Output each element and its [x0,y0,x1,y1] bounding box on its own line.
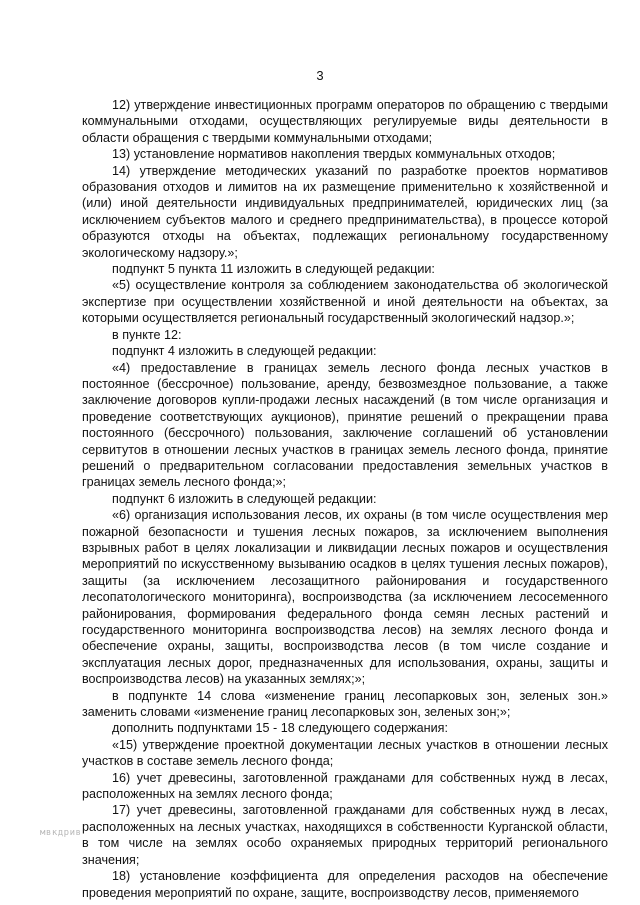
paragraph-4: «4) предоставление в границах земель лесного фонда лесных участков в постоянное (бессрочное) пользование, аренду, безвозмездное пользование, а также заключение договоров купли-продажи лесных насаждений (в том числе организация и проведение соответствующих аукционов), принятие решений о прекращении права постоянного (бессрочного) пользования, заключение соглашений об установлении сервитутов в отношении лесных участков в границах земель лесного фонда, принятие решений о предварительном согласовании предоставления земельных участков в границах земель лесного фонда;»; [82,360,608,490]
paragraph-17: 17) учет древесины, заготовленной гражданами для собственных нужд в лесах, расположенных на лесных участках, находящихся в собственности Курганской области, в том числе на землях особо охраняемых природных территорий регионального значения; [82,803,608,867]
paragraph-amend-6: подпункт 6 изложить в следующей редакции: [112,491,377,506]
paragraph-6: «6) организация использования лесов, их охраны (в том числе осуществления мер пожарной безопасности и тушения лесных пожаров, за исключением выполнения взрывных работ в целях локализации и ликвидации лесных пожаров и осуществления мероприятий по искусственному вызыванию осадков в целях тушения лесных пожаров), защиты (за исключением лесозащитного районирования и государственного лесопатологического мониторинга), воспроизводства (за исключением лесосеменного районирования, формирования федерального фонда семян лесных растений и государственного мониторинга воспроизводства лесов) на землях лесного фонда и обеспечение охраны, защиты, воспроизводства лесов (в том числе создание и эксплуатация лесных дорог, предназначенных для использования, охраны, защиты и воспроизводства лесов) на указанных землях;»; [82,508,608,687]
paragraph-add-15-18: дополнить подпунктами 15 - 18 следующего содержания: [112,721,448,736]
paragraph-12: 12) утверждение инвестиционных программ операторов по обращению с твердыми коммунальными отходами, осуществляющих регулируемые виды деятельности в области обращения с твердыми коммунальными отходами; [82,98,608,145]
paragraph-18: 18) установление коэффициента для определения расходов на обеспечение проведения мероприятий по охране, защите, воспроизводству лесов, применяемого [82,869,608,900]
paragraph-14: 14) утверждение методических указаний по разработке проектов нормативов образования отходов и лимитов на их размещение применительно к хозяйственной и (или) иной деятельности индивидуальных предпринимателей, юридических лиц (за исключением субъектов малого и среднего предпринимательства), в процессе которой образуются отходы на объектах, подлежащих региональному государственному экологическому надзору.»; [82,163,608,260]
paragraph-16: 16) учет древесины, заготовленной гражданами для собственных нужд в лесах, расположенных на землях лесного фонда; [82,770,608,802]
paragraph-15: «15) утверждение проектной документации лесных участков в отношении лесных участков в составе земель лесного фонда; [82,737,608,769]
paragraph-13: 13) установление нормативов накопления твердых коммунальных отходов; [112,147,556,162]
paragraph-14-words: в подпункте 14 слова «изменение границ лесопарковых зон, зеленых зон.» заменить словами «изменение границ лесопарковых зон, зеленых зон;»; [82,688,608,720]
document-body [82,97,608,901]
paragraph-point-12: в пункте 12: [112,327,182,342]
paragraph-amend-4: подпункт 4 изложить в следующей редакции: [112,344,377,359]
paragraph-5: «5) осуществление контроля за соблюдением законодательства об экологической экспертизе при осуществлении хозяйственной и иной деятельности на объектах, за которыми осуществляется региональный государственный экологический надзор.»; [82,278,608,326]
paragraph-amend-11: подпункт 5 пункта 11 изложить в следующей редакции: [112,262,435,277]
page-number: 3 [316,68,324,83]
side-stamp: мвкдрив [40,828,82,838]
